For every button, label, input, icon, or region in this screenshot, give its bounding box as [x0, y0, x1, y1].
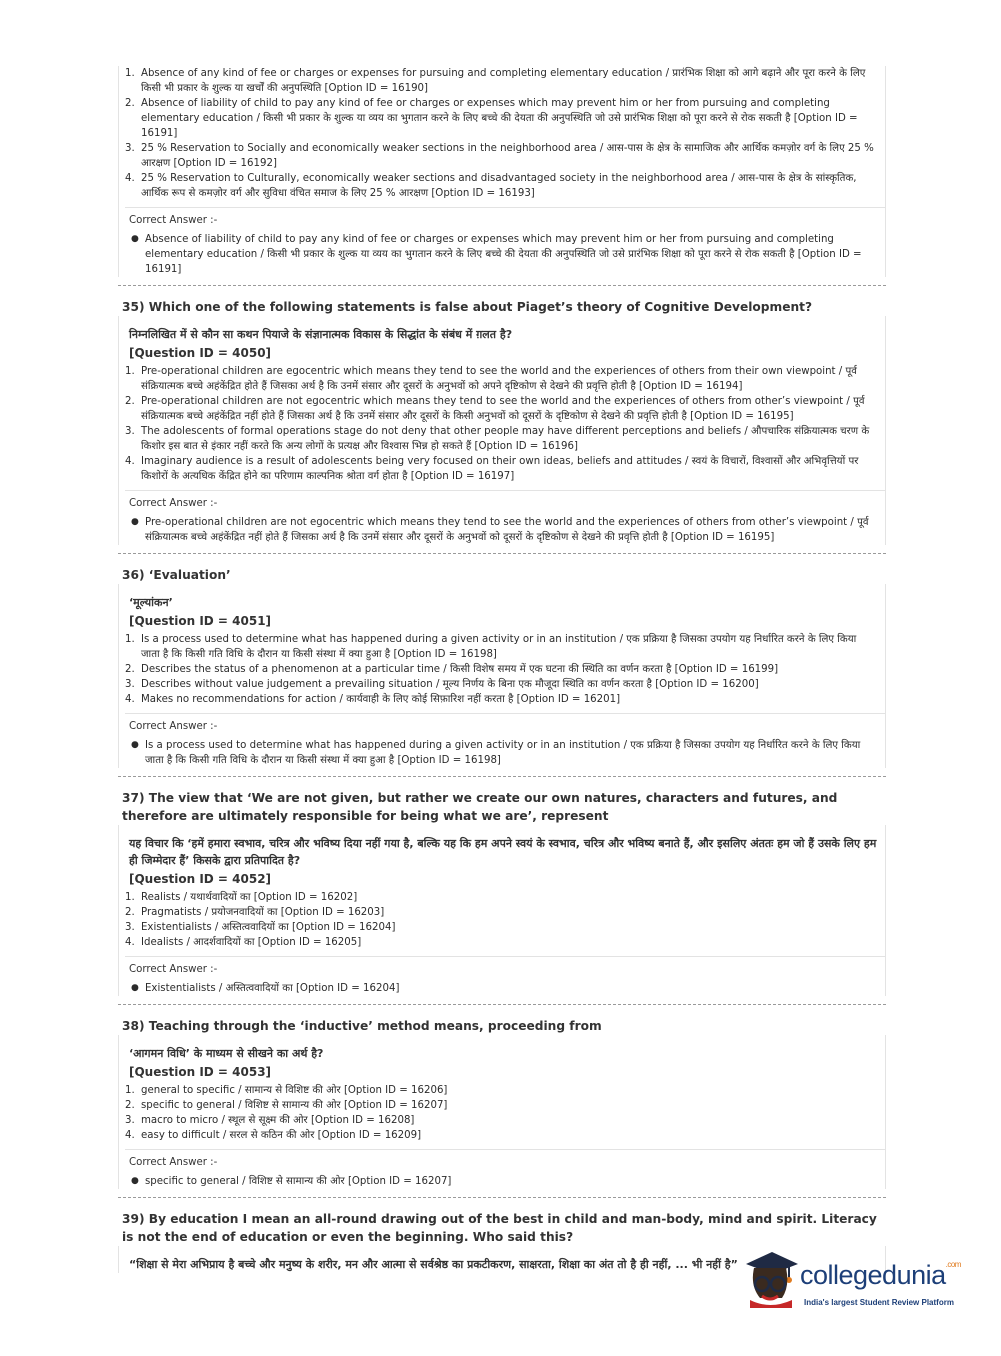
correct-answer-box — [125, 1149, 885, 1189]
option-item: 3. 25 % Reservation to Socially and economically weaker sections in the neighborhood area / आस-पास के क्षेत्र के सामाजिक और आर्थिक कमज़ोर वर्ग के लिए 25 % आरक्षण [Option ID = 16192] — [125, 143, 874, 169]
question-36-block — [118, 584, 886, 768]
question-34-block — [118, 66, 886, 277]
question-35-block — [118, 316, 886, 545]
question-38-block — [118, 1035, 886, 1189]
logo-wordmark: collegedunia$^{.com}$ — [800, 1260, 961, 1290]
option-item: 2. Describes the status of a phenomenon at a particular time / किसी विशेष समय में एक घटना की स्थिति का वर्णन करता है [Option ID = 16199] — [125, 664, 779, 675]
correct-answer: ● Absence of liability of child to pay any kind of fee or charges or expenses which may prevent him or her from pursuing and completing elementary education / किसी भी प्रकार के शुल्क या व्यय का भुगतान करने के लिए बच्चे की देयता की अनुपस्थिति जो उसे प्रारंभिक शिक्षा को पूरा करने से रोक सकती है [Option ID = 16191] — [131, 234, 862, 275]
document-page — [118, 66, 886, 1273]
option-item: 1. Is a process used to determine what has happened during a given activity or in an institution / एक प्रक्रिया है जिसका उपयोग यह निर्धारित करने के लिए किया जाता है कि किसी गति विधि के दौरान या किसी संस्था में क्या हुआ है [Option ID = 16198] — [125, 634, 857, 660]
graduate-mascot-icon — [742, 1246, 800, 1308]
bullet-icon: ● — [131, 234, 139, 244]
correct-answer-label: Correct Answer :- — [129, 498, 218, 509]
option-item: 3. Describes without value judgement a prevailing situation / मूल्य निर्णय के बिना एक मौजूदा स्थिति का वर्णन करता है [Option ID = 16200] — [125, 679, 759, 690]
correct-answer-box — [125, 713, 885, 768]
correct-answer-label: Correct Answer :- — [129, 215, 218, 226]
option-item: 4. Imaginary audience is a result of adolescents being very focused on their own ideas, beliefs and attitudes / स्वयं के विचारों, विश्वासों और अभिवृत्तियों पर किशोरों के अत्यधिक केंद्रित होने का परिणाम काल्पनिक श्रोता वर्ग होता है [Option ID = 16197] — [125, 456, 859, 482]
question-38-options — [125, 1083, 885, 1143]
question-39-hindi: “शिक्षा से मेरा अभिप्राय है बच्चे और मनुष्य के शरीर, मन और आत्मा से सर्वश्रेष्ठ का प्रकटीकरण, साक्षरता, शिक्षा का अंत तो है ही नहीं, ... भी नहीं है” — [129, 1258, 738, 1271]
correct-answer: ● specific to general / विशिष्ट से सामान्य की ओर [Option ID = 16207] — [131, 1176, 452, 1187]
option-item: 4. Idealists / आदर्शवादियों का [Option ID = 16205] — [125, 937, 362, 948]
collegedunia-logo — [742, 1246, 972, 1316]
option-item: 3. macro to micro / स्थूल से सूक्ष्म की ओर [Option ID = 16208] — [125, 1115, 415, 1126]
option-item: 2. Pragmatists / प्रयोजनवादियों का [Option ID = 16203] — [125, 907, 385, 918]
question-37-title: 37) The view that ‘We are not given, but rather we create our own natures, characters and futures, and therefore are ultimately responsible for being what we are’, represent — [122, 791, 838, 823]
bullet-icon: ● — [131, 1176, 139, 1186]
option-item: 4. easy to difficult / सरल से कठिन की ओर [Option ID = 16209] — [125, 1130, 422, 1141]
question-37-options — [125, 890, 885, 950]
correct-answer-label: Correct Answer :- — [129, 964, 218, 975]
option-item: 1. Absence of any kind of fee or charges or expenses for pursuing and completing elementary education / प्रारंभिक शिक्षा को आगे बढ़ाने और पूरा करने के लिए किसी भी प्रकार के शुल्क या खर्चों की अनुपस्थिति [Option ID = 16190] — [125, 68, 866, 94]
option-item: 3. Existentialists / अस्तित्ववादियों का [Option ID = 16204] — [125, 922, 396, 933]
correct-answer-box — [125, 490, 885, 545]
correct-answer: ● Pre-operational children are not egocentric which means they tend to see the world and the experiences of others from other’s viewpoint / पूर्व संक्रियात्मक बच्चे अहंकेंद्रित नहीं होते हैं जिसका अर्थ है कि उनमें संसार और दूसरों के अनुभवों को दूसरों के दृष्टिकोण से देखने की प्रवृत्ति होती है [Option ID = 16195] — [131, 517, 869, 543]
correct-answer-box — [125, 956, 885, 996]
option-item: 1. Pre-operational children are egocentric which means they tend to see the world and the experiences of others from their own viewpoint / पूर्व संक्रियात्मक बच्चे अहंकेंद्रित होते हैं जिसका अर्थ है कि उनमें संसार और दूसरों के अनुभवों को अपने दृष्टिकोण से देखने की प्रवृत्ति होती है [Option ID = 16194] — [125, 366, 857, 392]
question-36-id: [Question ID = 4051] — [129, 614, 272, 628]
correct-answer: ● Existentialists / अस्तित्ववादियों का [Option ID = 16204] — [131, 983, 400, 994]
bullet-icon: ● — [131, 740, 139, 750]
question-36-hindi: ‘मूल्यांकन’ — [129, 596, 173, 609]
option-item: 3. The adolescents of formal operations stage do not deny that other people may have different perceptions and beliefs / औपचारिक संक्रियात्मक चरण के किशोर इस बात से इंकार नहीं करते कि अन्य लोगों के प्रत्यक्ष और विश्वास भिन्न हो सकते हैं [Option ID = 16196] — [125, 426, 870, 452]
question-35-title: 35) Which one of the following statements is false about Piaget’s theory of Cognitive Development? — [122, 300, 813, 314]
correct-answer-label: Correct Answer :- — [129, 721, 218, 732]
option-item: 2. specific to general / विशिष्ट से सामान्य की ओर [Option ID = 16207] — [125, 1100, 448, 1111]
option-item: 2. Pre-operational children are not egocentric which means they tend to see the world and the experiences of others from other’s viewpoint / पूर्व संक्रियात्मक बच्चे अहंकेंद्रित नहीं होते हैं जिसका अर्थ है कि उनमें संसार और दूसरों के किसी अनुभवों को दूसरों के दृष्टिकोण से देखने की प्रवृत्ति होती है [Option ID = 16195] — [125, 396, 865, 422]
question-39-title: 39) By education I mean an all-round drawing out of the best in child and man-body, mind and spirit. Literacy is not the end of education or even the beginning. Who said this? — [122, 1212, 877, 1244]
question-35-id: [Question ID = 4050] — [129, 346, 272, 360]
question-38-id: [Question ID = 4053] — [129, 1065, 272, 1079]
question-37-hindi: यह विचार कि ‘हमें हमारा स्वभाव, चरित्र और भविष्य दिया नहीं गया है, बल्कि यह कि हम अपने स्वयं के स्वभाव, चरित्र और भविष्य बनाते हैं, और इसलिए अंततः हम जो हैं उसके लिए हम ही जिम्मेदार हैं’ किसके द्वारा प्रतिपादित है? — [129, 837, 877, 867]
bullet-icon: ● — [131, 983, 139, 993]
question-36-options — [125, 632, 885, 707]
question-38-hindi: ‘आगमन विधि’ के माध्यम से सीखने का अर्थ है? — [129, 1047, 324, 1060]
option-item: 1. general to specific / सामान्य से विशिष्ट की ओर [Option ID = 16206] — [125, 1085, 448, 1096]
question-37-block — [118, 825, 886, 996]
question-36-title: 36) ‘Evaluation’ — [122, 568, 231, 582]
option-item: 4. Makes no recommendations for action / कार्यवाही के लिए कोई सिफ़ारिश नहीं करता है [Option ID = 16201] — [125, 694, 621, 705]
option-item: 2. Absence of liability of child to pay any kind of fee or charges or expenses which may prevent him or her from pursuing and completing elementary education / किसी भी प्रकार के शुल्क या व्यय का भुगतान करने के लिए बच्चे की देयता की अनुपस्थिति जो उसे प्रारंभिक शिक्षा को पूरा करने से रोक सकती है [Option ID = 16191] — [125, 98, 858, 139]
question-35-options — [125, 364, 885, 484]
question-38-title: 38) Teaching through the ‘inductive’ method means, proceeding from — [122, 1019, 602, 1033]
option-item: 1. Realists / यथार्थवादियों का [Option ID = 16202] — [125, 892, 358, 903]
question-35-hindi: निम्नलिखित में से कौन सा कथन पियाजे के संज्ञानात्मक विकास के सिद्धांत के संबंध में ग़लत है? — [129, 328, 513, 341]
question-34-options — [125, 66, 885, 201]
correct-answer: ● Is a process used to determine what has happened during a given activity or in an institution / एक प्रक्रिया है जिसका उपयोग यह निर्धारित करने के लिए किया जाता है कि किसी गति विधि के दौरान या किसी संस्था में क्या हुआ है [Option ID = 16198] — [131, 740, 861, 766]
option-item: 4. 25 % Reservation to Culturally, economically weaker sections and disadvantaged society in the neighborhood area / आस-पास के क्षेत्र के सांस्कृतिक, आर्थिक रूप से कमज़ोर वर्ग और सुविधा वंचित समाज के लिए 25 % आरक्षण [Option ID = 16193] — [125, 173, 857, 199]
correct-answer-box — [125, 207, 885, 277]
question-37-id: [Question ID = 4052] — [129, 872, 272, 886]
bullet-icon: ● — [131, 517, 139, 527]
correct-answer-label: Correct Answer :- — [129, 1157, 218, 1168]
logo-tagline: India's largest Student Review Platform — [804, 1298, 954, 1307]
